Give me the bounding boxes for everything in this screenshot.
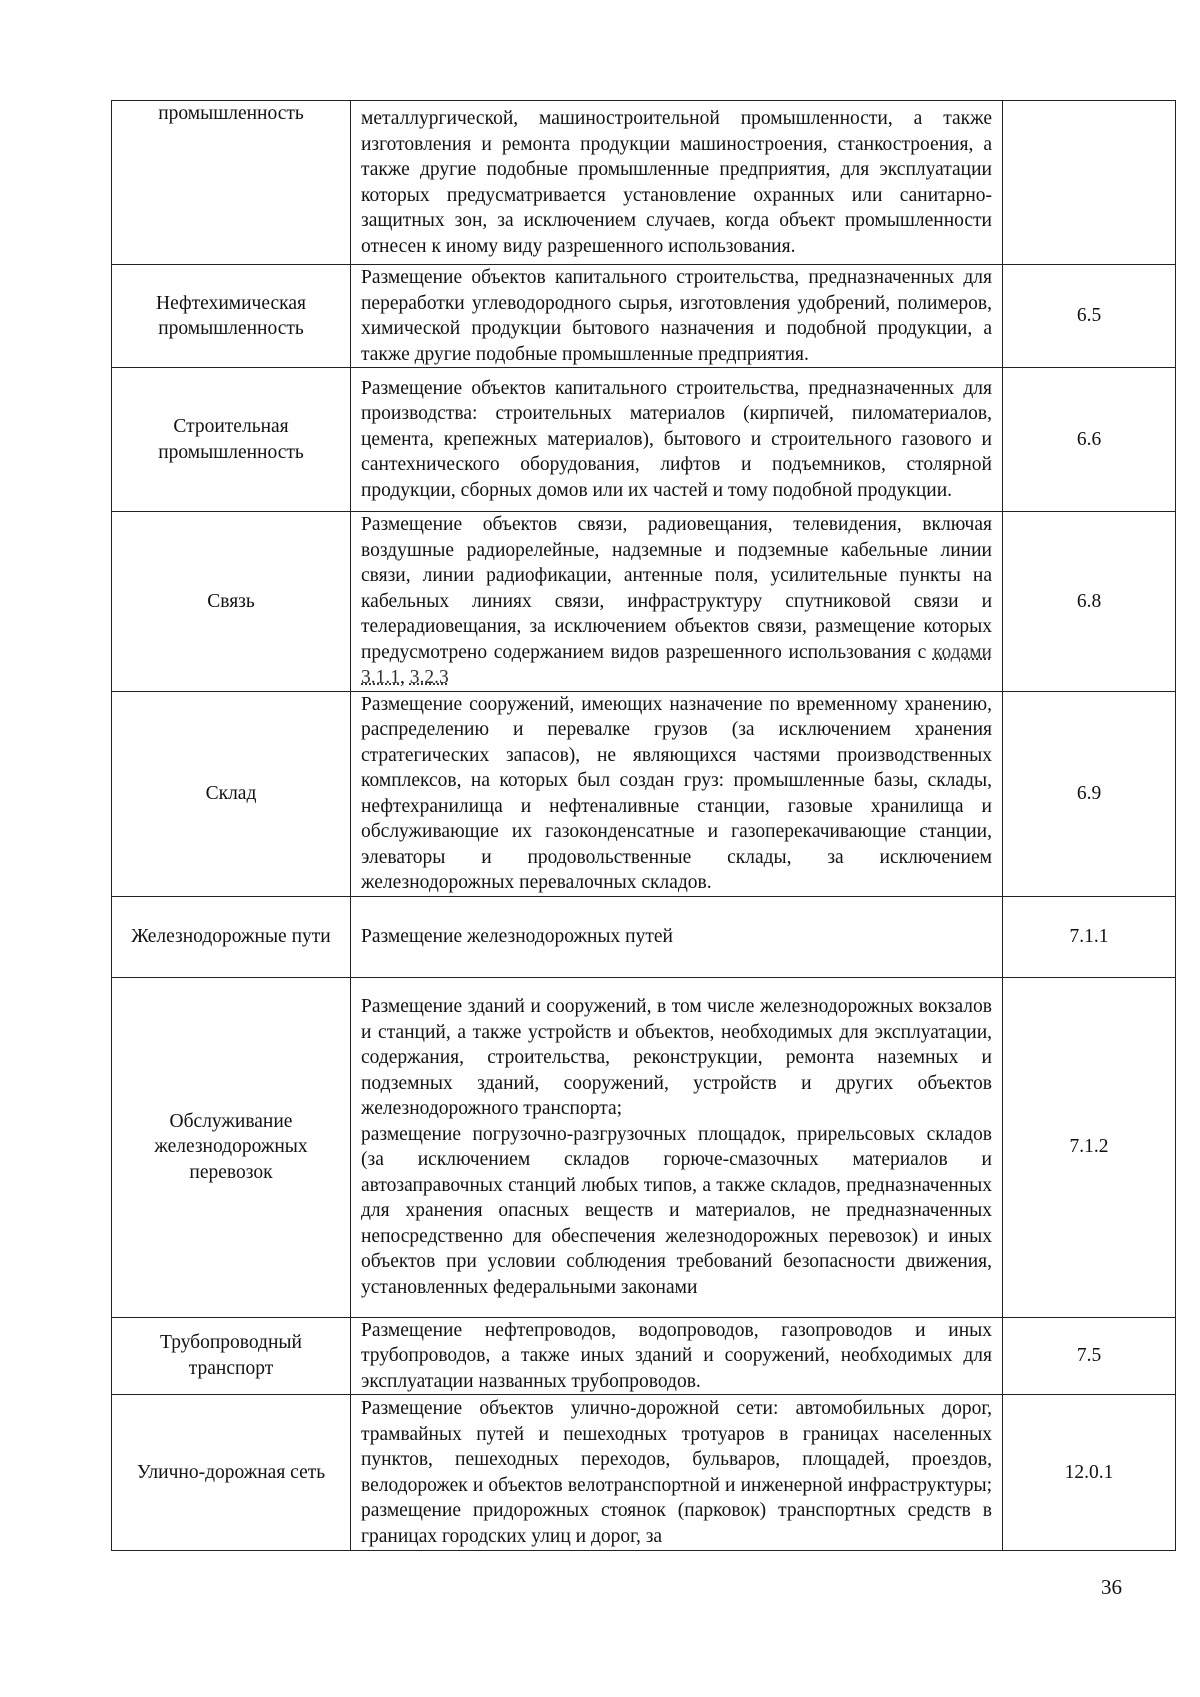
use-code: 6.9 [1003,691,1176,896]
use-name: Улично-дорожная сеть [112,1395,351,1551]
use-description [351,512,1003,692]
use-name: Железнодорожные пути [112,896,351,977]
use-name: Склад [112,691,351,896]
use-code: 7.1.2 [1003,977,1176,1317]
code-link-3-2-3[interactable]: 3.2.3 [409,667,449,688]
description-paragraph: размещение погрузочно-разгрузочных площадок, прирельсовых складов (за исключением складов горюче-смазочных материалов и автозаправочных станций любых типов, а также складов, предназначенных для хранения опасных веществ и материалов, не предназначенных непосредственно для обеспечения железнодорожных перевозок) и иных объектов при условии соблюдения требований безопасности движения, установленных федеральными законами [361,1123,992,1298]
table-row [112,265,1176,368]
code-link-3-1-1[interactable]: кодами 3.1.1 [361,641,992,688]
use-description: Размещение сооружений, имеющих назначение по временному хранению, распределению и перевалке грузов (за исключением хранения стратегических запасов), не являющихся частями производственных комплексов, на которых был создан груз: промышленные базы, склады, нефтехранилища и нефтеналивные станции, газовые хранилища и обслуживающие их газоконденсатные и газоперекачивающие станции, элеваторы и продовольственные склады, за исключением железнодорожных перевалочных складов. [351,691,1003,896]
land-use-table [111,100,1176,1551]
use-name: Трубопроводный транспорт [112,1317,351,1395]
use-code: 7.5 [1003,1317,1176,1395]
table-row [112,101,1176,265]
use-name: Обслуживание железнодорожных перевозок [112,977,351,1317]
use-name: Нефтехимическая промышленность [112,265,351,368]
use-name: Связь [112,512,351,692]
use-description: Размещение железнодорожных путей [351,896,1003,977]
use-description: Размещение объектов капитального строительства, предназначенных для переработки углеводородного сырья, изготовления удобрений, полимеров, химической продукции бытового назначения и подобной продукции, а также другие подобные промышленные предприятия. [351,265,1003,368]
use-description [351,977,1003,1317]
table-row [112,691,1176,896]
table-row [112,1317,1176,1395]
use-name: промышленность [112,101,351,265]
table-row [112,368,1176,512]
use-name: Строительная промышленность [112,368,351,512]
use-description: Размещение нефтепроводов, водопроводов, газопроводов и иных трубопроводов, а также иных зданий и сооружений, необходимых для эксплуатации названных трубопроводов. [351,1317,1003,1395]
table-row [112,977,1176,1317]
table-row [112,896,1176,977]
use-description: металлургической, машиностроительной промышленности, а также изготовления и ремонта продукции машиностроения, станкостроения, а также другие подобные промышленные предприятия, для эксплуатации которых предусматривается установление охранных или санитарно-защитных зон, за исключением случаев, когда объект промышленности отнесен к иному виду разрешенного использования. [351,101,1003,265]
link-separator: , [400,667,410,688]
use-code: 6.5 [1003,265,1176,368]
table-row [112,512,1176,692]
page-number: 36 [1101,1575,1122,1599]
use-code: 12.0.1 [1003,1395,1176,1551]
description-paragraph: Размещение зданий и сооружений, в том числе железнодорожных вокзалов и станций, а также устройств и объектов, необходимых для эксплуатации, содержания, строительства, реконструкции, ремонта наземных и подземных зданий, сооружений, устройств и других объектов железнодорожного транспорта; [361,996,992,1119]
table-row [112,1395,1176,1551]
use-code: 6.6 [1003,368,1176,512]
use-code: 6.8 [1003,512,1176,692]
use-code [1003,101,1176,265]
use-code: 7.1.1 [1003,896,1176,977]
use-description: Размещение объектов капитального строительства, предназначенных для производства: строительных материалов (кирпичей, пиломатериалов, цемента, крепежных материалов), бытового и строительного газового и сантехнического оборудования, лифтов и подъемников, столярной продукции, сборных домов или их частей и тому подобной продукции. [351,368,1003,512]
use-description: Размещение объектов улично-дорожной сети: автомобильных дорог, трамвайных путей и пешеходных тротуаров в границах населенных пунктов, пешеходных переходов, бульваров, площадей, проездов, велодорожек и объектов велотранспортной и инженерной инфраструктуры; размещение придорожных стоянок (парковок) транспортных средств в границах городских улиц и дорог, за [351,1395,1003,1551]
description-text: Размещение объектов связи, радиовещания, телевидения, включая воздушные радиорелейные, надземные и подземные кабельные линии связи, линии радиофикации, антенные поля, усилительные пункты на кабельных линиях связи, инфраструктуру спутниковой связи и телерадиовещания, за исключением объектов связи, размещение которых предусмотрено содержанием видов разрешенного использования с [361,514,992,663]
